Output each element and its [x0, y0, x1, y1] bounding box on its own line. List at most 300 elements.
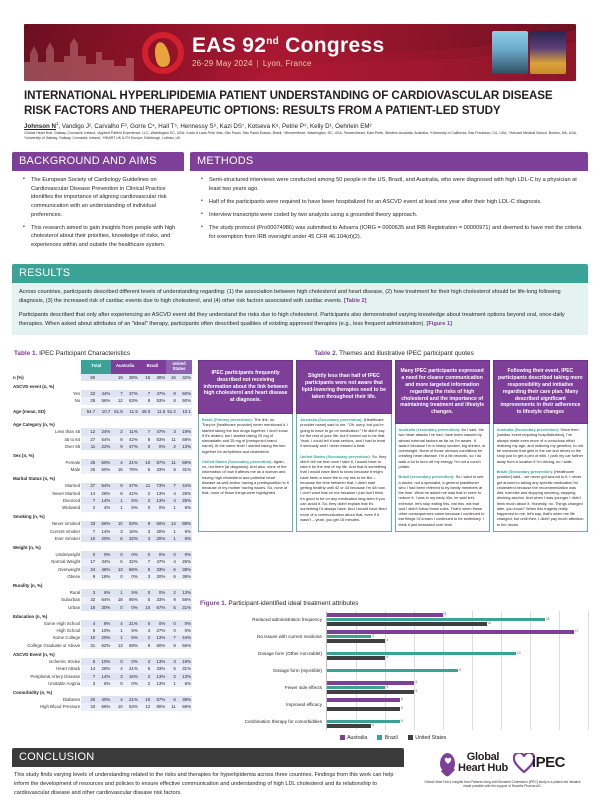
table2-quotes: [296, 414, 391, 532]
table1-cell: 66%: [96, 521, 111, 528]
table1-cell: 30%: [151, 374, 166, 381]
table1-cell: 10.1: [177, 408, 192, 415]
table1-cell: 9: [166, 597, 177, 604]
table1-cell: 68%: [124, 642, 139, 649]
chart-bar-group: [327, 662, 588, 679]
table1-cell: 11: [166, 436, 177, 443]
legend-label: Brazil: [384, 735, 398, 741]
table1-group-label: ASCVD event (n, %): [12, 381, 192, 390]
table1-group-label: Marital Status (n, %): [12, 474, 192, 483]
table1-cell: 28%: [96, 490, 111, 497]
table1-row-label: Rural: [69, 590, 81, 596]
chart-legend-item: [408, 735, 447, 741]
table2-theme: Many IPEC participants expressed a need for clearer communication and more targeted information regarding the risks of high cholesterol and the importance of maintaining treatment and lifestyle changes.: [395, 360, 490, 424]
table1-cell: 15: [139, 374, 151, 381]
table1-group-label: Weight (n, %): [12, 542, 192, 551]
table1-cell: 3: [139, 535, 151, 542]
table1-cell: 1: [166, 504, 177, 511]
table-row: [12, 566, 192, 573]
table1-cell: 44%: [177, 483, 192, 490]
table1-cell: 5: [139, 665, 151, 672]
table1-cell: 13%: [177, 443, 192, 450]
table1-cell: 20: [81, 696, 96, 703]
methods-bullet: ▪ Semi-structured interviews were conducted among 50 people in the US, Brazil, and Australia, who were diagnosed with high LDL-C by a physician at least two years ago.: [204, 176, 582, 193]
table1-cell: 22%: [96, 443, 111, 450]
chart-category-labels: [198, 611, 326, 730]
table1-cell: 21%: [124, 696, 139, 703]
table1-cell: 13%: [151, 680, 166, 687]
conclusion-body: This study finds varying levels of understanding related to the risks and therapies for hyperlipidemia across three countries. Findings from this work can help inform the development of resources and policies to ensure effective communication and understanding of high LDL cholesterol and its relationship to cardiovascular disease and other cardiovascular disease risk factors.: [14, 772, 394, 796]
table-row: [12, 428, 192, 435]
table1-cell: 0: [111, 573, 123, 580]
table1-cell: 0%: [177, 551, 192, 558]
table1-cell: 13%: [177, 589, 192, 596]
chart-bar: [327, 723, 374, 727]
table1-row-label: Divorced: [62, 497, 81, 503]
table1-cell: 69%: [177, 436, 192, 443]
table1-cell: 8: [139, 397, 151, 404]
chart-category-label: Fewer side effects: [284, 684, 322, 690]
table1-cell: 2: [139, 490, 151, 497]
table1-cell: 4: [111, 459, 123, 466]
table1-cell: 0: [111, 551, 123, 558]
table1-cell: 0: [139, 551, 151, 558]
table1-cell: 54%: [96, 483, 111, 490]
figure1-caption: [200, 600, 588, 607]
figure1-caption-text: Participant-identified ideal treatment attributes: [226, 600, 359, 607]
chart-bar: [327, 650, 521, 655]
table1-caption-label: Table 1.: [14, 350, 38, 357]
table1-cell: 8: [111, 436, 123, 443]
quote-text: Again, no, not there [at diagnosis]. And also, none of the information of how it affects me as a woman and having high cholesterol and potential heart disease as well and/or having a predisposition to it because of my mother having issues. So, none of that, none of those things were highlighted.: [202, 458, 289, 496]
table1-cell: 5: [166, 466, 177, 473]
table2-quotes: [198, 414, 293, 532]
table1-cell: 7: [139, 559, 151, 566]
table1-cell: 38%: [177, 566, 192, 573]
table1-cell: 0: [139, 504, 151, 511]
background-panel: [12, 152, 184, 258]
table1-cell: 11.5: [124, 408, 139, 415]
chart-bar-group: [327, 679, 588, 696]
table1-group-label: Age Category (n, %): [12, 419, 192, 428]
table-row: [12, 397, 192, 404]
quote-source-label: Brazil (Primary prevention):: [202, 417, 254, 422]
table2-theme: Following their event, IPEC participants described taking more responsibility and initiative regarding their care plan. Many described significant improvements in their adherence to lifestyle changes: [493, 360, 588, 424]
table1-row-label: Over 65: [64, 443, 81, 449]
city-photos: [492, 31, 566, 74]
table1-cell: 14: [81, 665, 96, 672]
table1-cell: 42%: [124, 490, 139, 497]
table1-cell: 0%: [124, 551, 139, 558]
chart-bar: [327, 689, 418, 693]
table-row: [12, 627, 192, 634]
chart-bar: [327, 706, 403, 710]
table1-cell: 79%: [124, 466, 139, 473]
quote-text: As I said, the two heart attacks I've had, have been caused by almost external factors as far as I'm aware. It wasn't because I'm a heavy smoker, big drinker, or overweight. None of those obvious conditions for creating heart disease. I'm a bit neurotic, so I do walk a lot to burn off my energy. I'm not a couch potato.: [398, 427, 486, 469]
table1-cell: 8: [166, 397, 177, 404]
table1-cell: 4: [81, 620, 96, 627]
table1-cell: 21%: [124, 665, 139, 672]
table1-cell: 28%: [96, 665, 111, 672]
table1-cell: 6%: [177, 504, 192, 511]
table1-caption: [14, 350, 192, 357]
table1-cell: 67%: [151, 459, 166, 466]
table1-cell: 25: [81, 459, 96, 466]
table1-cell: 63%: [124, 397, 139, 404]
table1-cell: 56%: [177, 642, 192, 649]
table1-cell: 20%: [96, 535, 111, 542]
table2-theme: Slightly less than half of IPEC participants were not aware that lipid-lowering therapies need to be taken throughout their life.: [296, 360, 391, 414]
table1-cell: 38%: [177, 696, 192, 703]
photo-lyon-2: [530, 31, 566, 74]
methods-heading: METHODS: [190, 152, 588, 171]
chart-category-label: No issues with current medicine: [257, 633, 322, 639]
table1-cell: 47%: [151, 559, 166, 566]
table1-cell: 3: [81, 680, 96, 687]
chart-bar-value: 6: [415, 680, 418, 685]
table1-cell: 17: [81, 559, 96, 566]
table1-cell: 9: [166, 642, 177, 649]
table1-cell: 33%: [151, 597, 166, 604]
affiliations: ¹Global Heart Hub, Galway, Connacht, Ireland, ²Applied Patient Experience, LLC, Washington DC, USA, ³Lado A Lado Pela Vida, São Paulo, São Paulo Estado, Brazil, ⁴WomenHeart, Washington, DC, USA, ⁵hearts4heart, East Perth, Western Australia, Australia, ⁶University of California, San Francisco, CA, USA, ⁷Harvard Medical School, Boston, MA, USA, ⁸University of Galway, Galway, Connacht, Ireland, ⁹HEART UK & FH Europe, Edinburgh, Lothian, UK: [24, 131, 577, 141]
table1-cell: 7: [166, 483, 177, 490]
table1-cell: 5%: [124, 589, 139, 596]
chart-bar: [327, 667, 461, 672]
table1-cell: 32%: [177, 374, 192, 381]
table2-reference[interactable]: [Table 2]: [343, 297, 367, 304]
table1-cell: 67%: [151, 696, 166, 703]
chart-bar-group: [327, 611, 588, 628]
table1-cell: 12: [111, 397, 123, 404]
table1-cell: 14%: [96, 673, 111, 680]
table1-cell: 3: [111, 528, 123, 535]
congress-banner: [24, 24, 576, 81]
table1-row-label: No: [74, 398, 81, 404]
chart-legend-item: [377, 735, 397, 741]
table-row: [12, 604, 192, 611]
table1-cell: 50%: [96, 466, 111, 473]
table1-caption-text: IPEC Participant Characteristics: [37, 350, 131, 357]
participant-quote: [202, 417, 289, 454]
quote-source-label: Australia (Secondary prevention):: [496, 427, 560, 433]
quote-text: So I want to see a doctor, not a specialist, a general practitioner who I had been referred to by family members at the time. What he asked me was that in order to reduce it, I was in my early 40s, he said let's exercise, let's stop eating this, eat this, eat that and I didn't follow those rules. That's when these other consequences came because I continued to eat things I'd known I continued to be sedentary. I think it just increased over time.: [398, 474, 485, 527]
chart-bar-value: 9: [459, 667, 461, 672]
heart-icon: [444, 758, 451, 765]
background-bullet: ▪ The European Society of Cardiology Guidelines on Cardiovascular Disease Prevention in Clinical Practice identifies the importance of aligning cardiovascular risk communication with an understanding of individual preferences.: [26, 176, 178, 219]
table1-cell: 10.7: [96, 408, 111, 415]
table1-group-label: ASCVD Event (n, %): [12, 649, 192, 658]
chart-category-label: Improved efficacy: [286, 701, 322, 707]
table1-cell: 50%: [177, 397, 192, 404]
chart-bar-group: [327, 645, 588, 662]
table1-cell: 1: [111, 635, 123, 642]
table1-cell: 0%: [151, 551, 166, 558]
table1-cell: 0%: [177, 627, 192, 634]
table1-row-label: Underweight: [55, 552, 81, 558]
table-row: [12, 490, 192, 497]
table1-cell: 13%: [151, 490, 166, 497]
table1-group-label: Education (n, %): [12, 611, 192, 620]
table1-cell: 11.5: [151, 408, 166, 415]
chart-bar: [327, 638, 389, 642]
table1-group-row: [12, 419, 192, 428]
table1-cell: 73%: [151, 483, 166, 490]
table1-cell: 8: [166, 390, 177, 397]
table2-caption-label: Table 2.: [314, 350, 338, 357]
table1-cell: 37%: [124, 390, 139, 397]
chart-plot-area: [326, 611, 588, 730]
table1-cell: 13%: [151, 635, 166, 642]
table2-container: [198, 350, 588, 532]
table1-cell: 19%: [177, 428, 192, 435]
table1-row-label: Less than 45: [55, 429, 81, 435]
legend-swatch: [408, 735, 413, 740]
quote-source-label: Brazil (Secondary prevention):: [496, 468, 554, 474]
table1-cell: 20%: [96, 635, 111, 642]
table1-cell: 10: [81, 635, 96, 642]
table-row: [12, 466, 192, 473]
table1-group-label: Sex (n, %): [12, 450, 192, 459]
table1-cell: 53%: [124, 703, 139, 710]
table1-cell: 1: [111, 497, 123, 504]
congress-title-block: [192, 35, 384, 68]
table1-cell: 68%: [124, 566, 139, 573]
chart-bar-value: 5: [401, 697, 403, 702]
table1-group-row: [12, 542, 192, 551]
table1-cell: 42%: [124, 436, 139, 443]
quote-source-label: Brazil (secondary prevention):: [398, 474, 455, 480]
chart-bar: [327, 612, 447, 617]
table1-cell: 66%: [96, 703, 111, 710]
methods-bullet: ▪ Interview transcripts were coded by two analysts using a grounded theory approach.: [204, 211, 582, 220]
table1-cell: 10%: [96, 627, 111, 634]
table1-cell: 69%: [177, 459, 192, 466]
table1-cell: 9: [139, 521, 151, 528]
results-text-1: Across countries, participants described different levels of understanding regarding: (1) the association between high cholesterol and heart disease, (2) how treatment for their high cholesterol should be life-long following diagnosis, (3) the increased risk of cardiac events due to high cholesterol, and (4) other risk factors associated with cardiac events.: [19, 289, 561, 304]
table1-cell: 9: [139, 642, 151, 649]
table1-cell: 3: [111, 673, 123, 680]
table-row: [12, 559, 192, 566]
table-row: [12, 497, 192, 504]
table1-cell: 38%: [177, 573, 192, 580]
table1-row-label: Overweight: [57, 566, 81, 572]
table1-row-label: Widowed: [62, 505, 81, 511]
chart-bar-value: 5: [401, 706, 403, 710]
chart-bar-value: 5: [401, 718, 403, 723]
table1-col-brazil: Brazil: [139, 360, 166, 374]
table1-cell: 13%: [151, 673, 166, 680]
lead-author: Johnson N: [24, 123, 56, 131]
table-row: [12, 504, 192, 511]
table1-cell: 56%: [177, 597, 192, 604]
background-heading: BACKGROUND AND AIMS: [12, 152, 184, 171]
table1-cell: 16%: [124, 528, 139, 535]
poster-title: INTERNATIONAL HYPERLIPIDEMIA PATIENT UNDERSTANDING OF CARDIOVASCULAR DISEASE RISK FACTORS AND THERAPEUTIC OPTIONS: RESULTS FROM A PATIENT-LED STUDY: [24, 89, 553, 118]
conclusion-panel: [12, 748, 404, 801]
table1-cell: 10: [139, 604, 151, 611]
table1-cell: 14%: [96, 497, 111, 504]
table1-cell: 0: [139, 443, 151, 450]
table-row: [12, 703, 192, 710]
table-row: [12, 459, 192, 466]
table1-cell: 62%: [96, 642, 111, 649]
table1-cell: 24%: [96, 428, 111, 435]
table1-cell: 4: [166, 559, 177, 566]
chart-bar: [327, 680, 418, 685]
table1-cell: 20%: [151, 528, 166, 535]
chart-bar-value: 6: [415, 689, 418, 693]
ipec-logo: [513, 753, 565, 773]
table1-cell: 47%: [124, 483, 139, 490]
table1-cell: 3: [139, 528, 151, 535]
quote-source-label: Australia (secondary prevention):: [398, 427, 461, 433]
table1-cell: 56%: [96, 397, 111, 404]
table1-cell: 48%: [96, 566, 111, 573]
table1-cell: 6: [111, 559, 123, 566]
table1-cell: 4: [111, 665, 123, 672]
methods-bullet: ▪ The study protocol (Pro00074986) was submitted to Advarra (IORG = 0000635 and IRB Registration = 00000971) and deemed to have met the criteria for exemption from IRB oversight under 45 CFR 46.104(d)(2).: [204, 224, 582, 241]
table1-cell: 18%: [96, 573, 111, 580]
table-row: [12, 573, 192, 580]
figure1-chart: [198, 611, 588, 730]
table1-cell: 10: [111, 703, 123, 710]
global-heart-hub-text: [458, 752, 508, 774]
quote-text: [Healthcare provider name] said to me, "Oh, sorry, but you're going to have to go on medication." He didn't say for the rest of your life, but it turned out to be that. Yeah, I could tell it was serious, and I had to treat it seriously and I never missed a beat.: [300, 417, 386, 449]
chart-bar: [327, 616, 550, 621]
table-row: [12, 658, 192, 665]
table1-cell: 34%: [96, 559, 111, 566]
table1-cell: 54%: [96, 436, 111, 443]
table1-cell: 0%: [151, 443, 166, 450]
table1-cell: 15: [111, 466, 123, 473]
table1-cell: 6%: [177, 680, 192, 687]
table1-cell: 4: [166, 497, 177, 504]
chart-bar-group: [327, 696, 588, 713]
table1-body: [12, 374, 192, 711]
table1-cell: 9: [111, 483, 123, 490]
table1-cell: 0: [166, 620, 177, 627]
legend-label: United States: [415, 735, 447, 741]
table1-cell: 0: [111, 658, 123, 665]
table1-cell: 13: [111, 642, 123, 649]
congress-word: Congress: [285, 34, 385, 57]
table1-cell: 8: [111, 490, 123, 497]
table1-cell: 33%: [151, 566, 166, 573]
table1-cell: 8: [139, 436, 151, 443]
table1-cell: 50%: [177, 390, 192, 397]
chart-bar-value: 3: [372, 633, 374, 638]
table1-cell: 2: [81, 504, 96, 511]
table1-row-label: Current smoker: [49, 528, 81, 534]
footer-logos: [415, 752, 590, 774]
table1-cell: 31%: [177, 665, 192, 672]
table1-cell: 50: [81, 374, 96, 381]
table1-cell: 53%: [151, 397, 166, 404]
table1-cell: 19: [111, 374, 123, 381]
table1-cell: 4: [111, 620, 123, 627]
participant-quote: [202, 459, 289, 496]
quote-text: [Healthcare provider] said... we never got around to it, I never got around to taking any specific medication for cholesterol because the recommendation was diet, exercise and stopping smoking, stopping drinking alcohol. And when I was younger I didn't think much about it. Honestly, no. Things changed later, you know? When this tragedy really happened to me, let's say, that's when me life changed, but until then, I didn't pay much attention to the doctor.: [496, 468, 584, 527]
congress-subtitle: 26-29 May 2024 | Lyon, France: [192, 59, 312, 68]
table1-group-row: [12, 611, 192, 620]
table2-column: [198, 360, 293, 532]
chart-category-label: Reduced administration frequency: [252, 616, 322, 622]
table1-cell: 6%: [177, 535, 192, 542]
table1-cell: 0: [166, 551, 177, 558]
table1-cell: 7: [139, 428, 151, 435]
table1-cell: 16%: [124, 673, 139, 680]
table1-row-label: High School: [56, 628, 81, 634]
table1-cell: 2: [166, 443, 177, 450]
table-row: [12, 665, 192, 672]
location-pin-icon: [440, 753, 455, 772]
table1-cell: 8%: [96, 620, 111, 627]
table1-cell: 11: [81, 443, 96, 450]
chart-bar-value: 11: [488, 621, 492, 625]
table-row: [12, 390, 192, 397]
table-row: [12, 528, 192, 535]
table1-cell: 5%: [124, 635, 139, 642]
methods-bullet: ▪ Half of the participants were required to have been hospitalized for an ASCVD event at least one year after their high LDL-C diagnosis.: [204, 198, 582, 207]
participant-quote: [497, 427, 584, 464]
congress-ordinal: nd: [266, 36, 280, 47]
table1-cell: 64%: [96, 597, 111, 604]
table1-cell: 6%: [96, 589, 111, 596]
table1-cell: 88%: [177, 521, 192, 528]
table1-row-label: Age (mean, SD): [13, 409, 46, 415]
table1-group-row: [12, 381, 192, 390]
table1-cell: 33%: [151, 665, 166, 672]
results-body: [12, 283, 588, 335]
table1-cell: 0%: [177, 620, 192, 627]
table1-cell: 13%: [151, 658, 166, 665]
chart-category-label: Dosage form (Other non-tablet): [258, 650, 322, 656]
table1-cell: 14: [81, 490, 96, 497]
table1-cell: 0: [111, 680, 123, 687]
table1-cell: 2: [139, 658, 151, 665]
table1-cell: 32: [81, 597, 96, 604]
ghh-line-2: Heart Hub: [458, 761, 508, 774]
congress-name: EAS: [192, 34, 237, 57]
table2-column: [296, 360, 391, 532]
table1-cell: 44%: [96, 390, 111, 397]
table1-row-label: Male: [70, 467, 81, 473]
table1-cell: 4%: [96, 504, 111, 511]
table1-cell: 0%: [151, 589, 166, 596]
table1-cell: 50%: [96, 459, 111, 466]
quote-text: The link, no. They've [healthcare provider] never mentioned it. I started taking the two drugs together. I don't know if it's related, but I started taking 20 mg of simvastatin and 25 mg of [metoprolol brand name]. At the same time! I started taking the two together for arrhythmia and cholesterol.: [202, 417, 289, 454]
table1-cell: 0%: [96, 551, 111, 558]
table1-cell: 3: [166, 428, 177, 435]
figure1-container: [198, 600, 588, 741]
background-bullet: ▪ This research aimed to gain insights from people with high cholesterol about their priorities, knowledge of risks, and experiences within and outside the healthcare system.: [26, 224, 178, 250]
table1-cell: 5%: [124, 627, 139, 634]
table-row: [12, 521, 192, 528]
table-row: [12, 589, 192, 596]
table1-cell: 2: [166, 589, 177, 596]
table1-cell: 7: [81, 528, 96, 535]
table1-cell: 7: [81, 673, 96, 680]
figure1-reference[interactable]: [Figure 1]: [426, 320, 452, 327]
participant-quote: [300, 417, 387, 449]
background-body: [12, 171, 184, 258]
table1-cell: 2: [139, 635, 151, 642]
table1-row-label: Normal Weight: [51, 559, 81, 565]
table1-row-label: Suburban: [61, 597, 81, 603]
table1-cell: 13: [111, 566, 123, 573]
chart-bar-group: [327, 628, 588, 645]
table1-cell: 5: [139, 566, 151, 573]
